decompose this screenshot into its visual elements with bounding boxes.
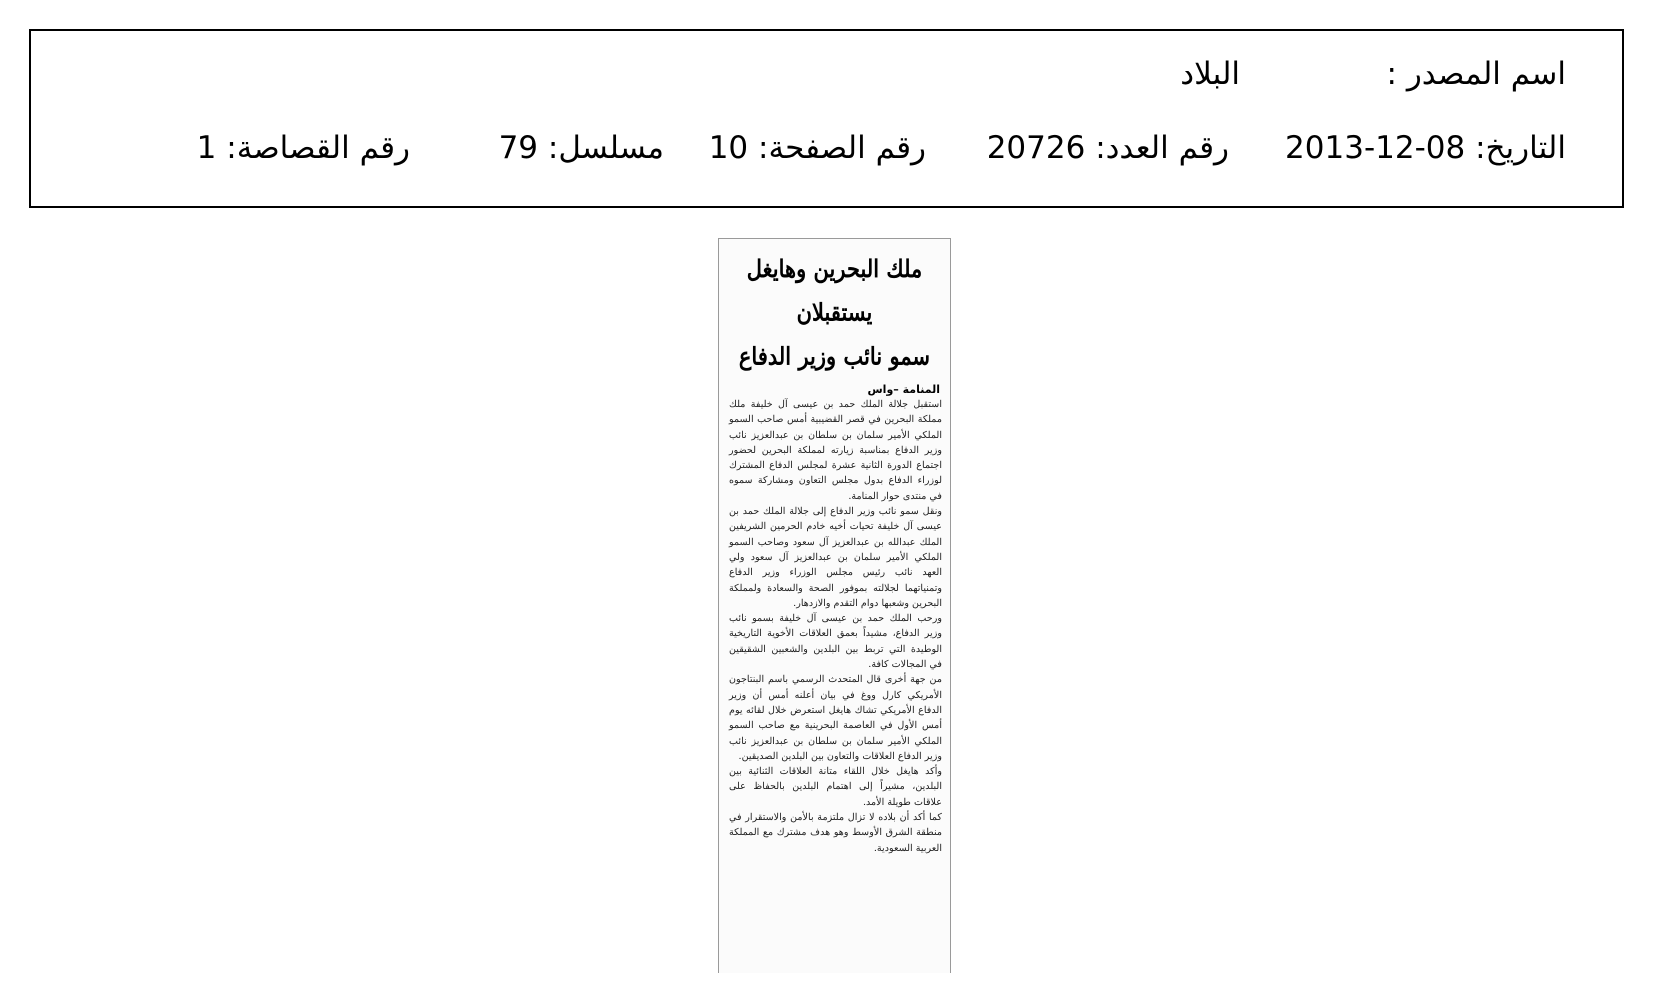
- page-label: رقم الصفحة:: [758, 130, 926, 166]
- source-value: البلاد: [1180, 56, 1240, 92]
- page-field: [709, 128, 926, 168]
- date-value: 2013-12-08: [1285, 130, 1466, 166]
- clip-field: [197, 128, 410, 168]
- article-paragraph: ورحب الملك حمد بن عيسى آل خليفة بسمو نائب وزير الدفاع، مشيداً بعمق العلاقات الأخوية التاريخية الوطيدة التي تربط بين البلدين والشعبين الشقيقين في المجالات كافة.: [729, 613, 942, 671]
- serial-field: [499, 128, 664, 168]
- article-body: [719, 397, 950, 856]
- date-field: [1285, 128, 1566, 168]
- clip-value: 1: [196, 130, 217, 166]
- article-dateline: المنامة –واس: [867, 383, 940, 396]
- article-paragraph: من جهة أخرى قال المتحدث الرسمي باسم البنتاجون الأمريكي كارل ووغ في بيان أعلنه أمس أن وزير الدفاع الأمريكي تشاك هايغل استعرض خلال لقائه يوم أمس الأول في العاصمة البحرينية مع صاحب السمو الملكي الأمير سلمان بن سلطان بن عبدالعزيز نائب وزير الدفاع العلاقات والتعاون بين البلدين الصديقين.: [729, 674, 942, 762]
- serial-value: 79: [498, 130, 539, 166]
- article-paragraph: استقبل جلالة الملك حمد بن عيسى آل خليفة ملك مملكة البحرين في قصر القضيبية أمس صاحب السمو الملكي الأمير سلمان بن سلطان بن عبدالعزيز نائب وزير الدفاع بمناسبة زيارته لمملكة البحرين لحضور اجتماع الدورة الثانية عشرة لمجلس الدفاع المشترك لوزراء الدفاع بدول مجلس التعاون ومشاركة سموه في منتدى حوار المنامة.: [729, 399, 942, 502]
- article-paragraph: ونقل سمو نائب وزير الدفاع إلى جلالة الملك حمد بن عيسى آل خليفة تحيات أخيه خادم الحرمين الشريفين الملك عبدالله بن عبدالعزيز آل سعود وصاحب السمو الملكي الأمير سلمان بن عبدالعزيز آل سعود ولي العهد نائب رئيس مجلس الوزراء وزير الدفاع وتمنياتهما لجلالته بموفور الصحة والسعادة ولمملكة البحرين وشعبها دوام التقدم والازدهار.: [729, 506, 942, 609]
- article-headline: [719, 247, 950, 378]
- clip-label: رقم القصاصة:: [226, 130, 410, 166]
- headline-line-2: سمو نائب وزير الدفاع: [738, 341, 931, 371]
- issue-label: رقم العدد:: [1095, 130, 1229, 166]
- page-value: 10: [708, 130, 749, 166]
- source-label: اسم المصدر :: [1386, 56, 1566, 92]
- article-paragraph: كما أكد أن بلاده لا تزال ملتزمة بالأمن والاستقرار في منطقة الشرق الأوسط وهو هدف مشترك مع المملكة العربية السعودية.: [729, 812, 942, 854]
- article-paragraph: وأكد هايغل خلال اللقاء متانة العلاقات الثنائية بين البلدين، مشيراً إلى اهتمام البلدين بالحفاظ على علاقات طويلة الأمد.: [729, 766, 942, 808]
- issue-field: [987, 128, 1229, 168]
- issue-value: 20726: [986, 130, 1086, 166]
- serial-label: مسلسل:: [547, 130, 664, 166]
- newspaper-clipping: [718, 238, 951, 973]
- date-label: التاريخ:: [1475, 130, 1566, 166]
- clipping-metadata-box: [29, 29, 1624, 208]
- headline-line-1: ملك البحرين وهايغل يستقبلان: [746, 253, 923, 327]
